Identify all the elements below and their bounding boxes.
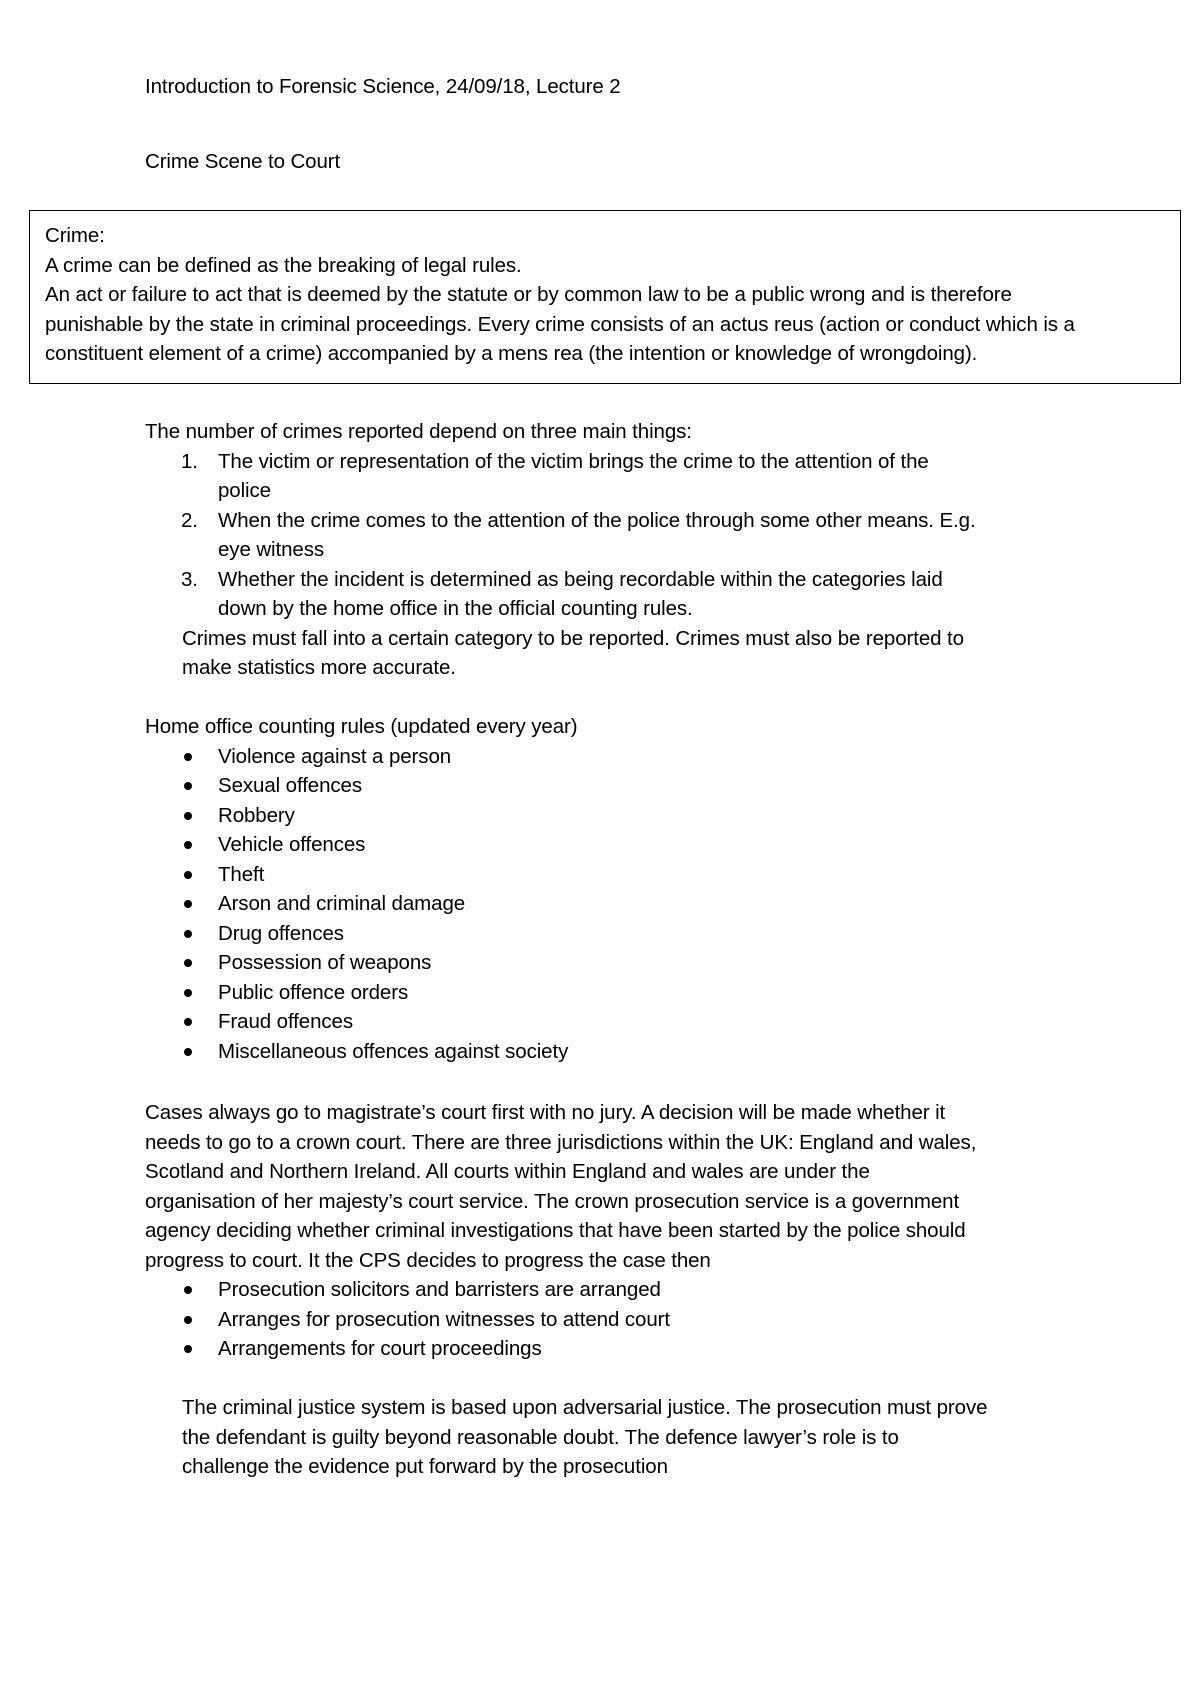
bullet-icon <box>184 959 192 967</box>
justice-paragraph-line: challenge the evidence put forward by the prosecution <box>182 1455 668 1478</box>
list-item <box>145 565 1145 624</box>
list-item <box>145 948 1145 978</box>
bullet-icon <box>184 1048 192 1056</box>
bullet-icon <box>184 871 192 879</box>
list-item-text: Miscellaneous offences against society <box>218 1039 569 1063</box>
list-item <box>145 1007 1145 1037</box>
crime-box-line: punishable by the state in criminal proceedings. Every crime consists of an actus reus (action or conduct which is a <box>45 312 1075 336</box>
bullet-icon <box>184 1018 192 1026</box>
list-item-text: Fraud offences <box>218 1010 353 1033</box>
courts-paragraph-line: progress to court. It the CPS decides to progress the case then <box>145 1248 711 1272</box>
list-item-text: Sexual offences <box>218 774 363 797</box>
bullet-icon <box>184 841 192 849</box>
list-item <box>145 978 1145 1008</box>
list-item-text: Violence against a person <box>218 744 452 768</box>
courts-section <box>145 1098 1145 1364</box>
list-item <box>145 1275 1145 1305</box>
list-item <box>145 919 1145 949</box>
counting-rules-list <box>145 742 1145 1067</box>
list-item <box>145 1334 1145 1364</box>
courts-paragraph-line: Scotland and Northern Ireland. All courts within England and wales are under the <box>145 1160 870 1183</box>
list-item-text: Vehicle offences <box>218 833 366 856</box>
justice-paragraph-line: The criminal justice system is based upon adversarial justice. The prosecution must prove <box>182 1396 988 1419</box>
list-item <box>145 742 1145 772</box>
list-item <box>145 1305 1145 1335</box>
document-subtitle: Crime Scene to Court <box>145 150 341 173</box>
crime-box-line: constituent element of a crime) accompanied by a mens rea (the intention or knowledge of wrongdoing). <box>45 342 978 365</box>
list-item-text: Arrangements for court proceedings <box>218 1337 542 1360</box>
bullet-icon <box>184 989 192 997</box>
list-item-text: police <box>218 479 271 502</box>
list-item <box>145 1037 1145 1067</box>
bullet-icon <box>184 930 192 938</box>
list-item <box>145 771 1145 801</box>
courts-paragraph-line: organisation of her majesty’s court service. The crown prosecution service is a government <box>145 1189 960 1213</box>
list-item <box>145 801 1145 831</box>
list-item-text: Prosecution solicitors and barristers are arranged <box>218 1278 661 1301</box>
crime-box-line: An act or failure to act that is deemed by the statute or by common law to be a public wrong and is therefore <box>45 283 1012 306</box>
list-number: 3. <box>181 567 198 591</box>
counting-rules-heading: Home office counting rules (updated every year) <box>145 715 578 738</box>
courts-paragraph-line: agency deciding whether criminal investigations that have been started by the police should <box>145 1219 966 1242</box>
bullet-icon <box>184 753 192 761</box>
list-number: 1. <box>181 449 198 473</box>
document-title: Introduction to Forensic Science, 24/09/18, Lecture 2 <box>145 75 621 98</box>
courts-paragraph-line: Cases always go to magistrate’s court first with no jury. A decision will be made whether it <box>145 1101 946 1124</box>
list-item <box>145 889 1145 919</box>
list-item-text: Public offence orders <box>218 980 409 1004</box>
list-item-text: down by the home office in the official counting rules. <box>218 597 693 620</box>
bullet-icon <box>184 812 192 820</box>
list-item <box>145 447 1145 506</box>
list-item-text: The victim or representation of the victim brings the crime to the attention of the <box>218 449 929 473</box>
list-item-text: eye witness <box>218 538 325 561</box>
list-number: 2. <box>181 508 198 532</box>
list-item-text: Drug offences <box>218 921 344 945</box>
list-item-text: Theft <box>218 862 265 886</box>
list-item <box>145 506 1145 565</box>
counting-rules-section <box>145 712 1145 1066</box>
bullet-icon <box>184 782 192 790</box>
crimes-reported-list <box>145 447 1145 624</box>
list-item <box>145 830 1145 860</box>
crime-box-heading: Crime: <box>45 224 105 247</box>
crime-box-line: A crime can be defined as the breaking of legal rules. <box>45 253 522 277</box>
cps-actions-list <box>145 1275 1145 1364</box>
bullet-icon <box>184 1345 192 1353</box>
bullet-icon <box>184 1286 192 1294</box>
list-item-text: Robbery <box>218 803 295 827</box>
courts-paragraph-line: needs to go to a crown court. There are three jurisdictions within the UK: England and wales, <box>145 1130 977 1154</box>
list-item <box>145 860 1145 890</box>
crime-definition-box <box>29 210 1181 384</box>
justice-system-section <box>182 1393 1182 1482</box>
crimes-reported-intro: The number of crimes reported depend on three main things: <box>145 420 692 443</box>
crimes-reported-section <box>145 417 1145 683</box>
crimes-reported-note: make statistics more accurate. <box>182 656 456 679</box>
list-item-text: Whether the incident is determined as being recordable within the categories laid <box>218 567 943 591</box>
justice-paragraph-line: the defendant is guilty beyond reasonable doubt. The defence lawyer’s role is to <box>182 1425 899 1449</box>
list-item-text: When the crime comes to the attention of the police through some other means. E.g. <box>218 508 976 532</box>
bullet-icon <box>184 900 192 908</box>
list-item-text: Possession of weapons <box>218 951 432 974</box>
bullet-icon <box>184 1316 192 1324</box>
list-item-text: Arranges for prosecution witnesses to attend court <box>218 1307 670 1331</box>
crimes-reported-note: Crimes must fall into a certain category to be reported. Crimes must also be reported to <box>182 626 964 650</box>
list-item-text: Arson and criminal damage <box>218 892 466 915</box>
